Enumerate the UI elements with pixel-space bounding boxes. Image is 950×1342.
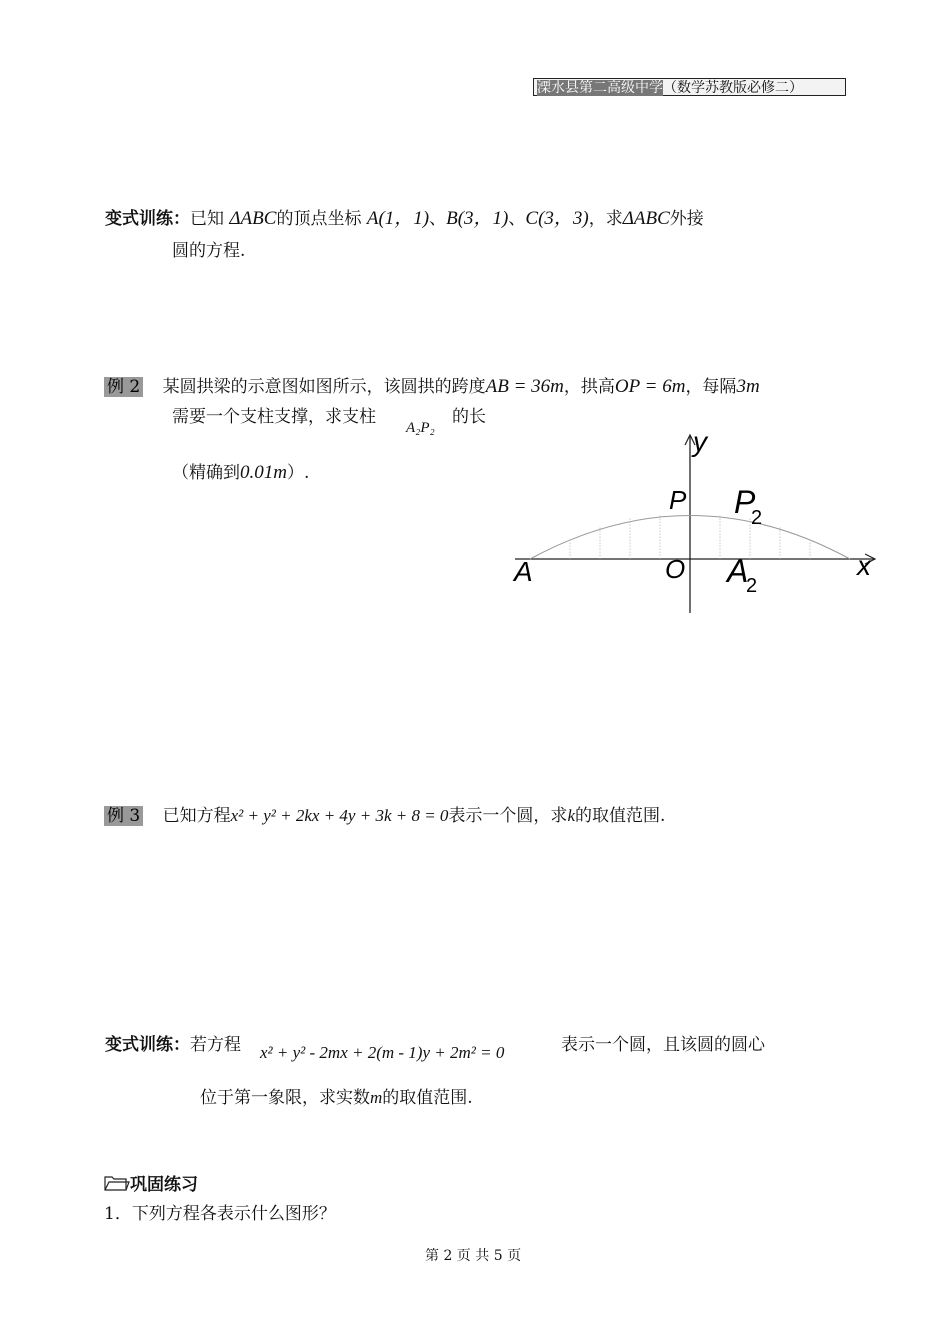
var-k: k [567,806,575,825]
header-school: 溧水县第二高级中学 [537,80,663,96]
label-o: O [665,554,686,584]
consolidate-title: 巩固练习 [130,1175,198,1195]
folder-icon [104,1174,130,1192]
eq-ab: AB = 36m [485,376,564,397]
page-header [533,78,846,96]
label-x: x [857,550,871,581]
page-footer: 第 2 页 共 5 页 [425,1248,522,1264]
triangle-abc: ΔABC [229,208,277,229]
point-c: C(3，3) [525,208,589,229]
label-a: A [514,556,533,587]
eq-op: OP = 6m [614,376,686,397]
label-a2-sub: 2 [746,575,758,597]
variant1-line2: 圆的方程. [172,241,246,261]
variant2-label: 变式训练 [105,1035,173,1055]
point-b: B(3，1) [446,208,509,229]
eq-precision: 0.01m [240,462,287,483]
example2-line1: 例 2 某圆拱梁的示意图如图所示，该圆拱的跨度AB = 36m，拱高OP = 6m，每隔3m [104,372,760,398]
variant1-line1: 变式训练：已知 ΔABC的顶点坐标 A(1，1)、B(3，1)、C(3，3)，求ΔABC外接 [105,208,704,229]
example3-tag: 例 3 [104,806,143,826]
example3-equation: x² + y² + 2kx + 4y + 3k + 8 = 0 [230,806,449,825]
eq-3m: 3m [736,376,760,397]
variant2-equation: x² + y² - 2mx + 2(m - 1)y + 2m² = 0 [260,1043,505,1062]
a2p2: A₂P₂ [406,420,435,436]
variant2-line1a: 变式训练：若方程 [105,1035,241,1055]
variant2-line1b: 表示一个圆，且该圆的圆心 [561,1035,765,1055]
question-1: 1．下列方程各表示什么图形？ [104,1204,336,1224]
triangle-abc-2: ΔABC [622,208,670,229]
example2-line2b: 的长 [452,407,486,427]
consolidate-heading [104,1170,198,1195]
example3-line: 例 3 已知方程x² + y² + 2kx + 4y + 3k + 8 = 0表示一个圆，求k的取值范围. [104,801,665,826]
header-book: （数学苏教版必修二） [663,80,803,96]
label-y: y [693,426,707,457]
variant2-line2: 位于第一象限，求实数m的取值范围. [200,1088,473,1108]
example2-line3: （精确到0.01m）. [172,462,310,483]
example2-line2a: 需要一个支柱支撑，求支柱 [172,407,376,427]
label-a2: A [727,553,749,589]
var-m: m [370,1088,383,1107]
example2-tag: 例 2 [104,377,143,397]
label-p2: P [734,484,756,520]
label-p: P [669,485,687,515]
point-a: A(1，1) [366,208,430,229]
label-p2-sub: 2 [751,507,763,529]
arch-figure [505,425,895,620]
variant1-label: 变式训练 [105,209,173,229]
